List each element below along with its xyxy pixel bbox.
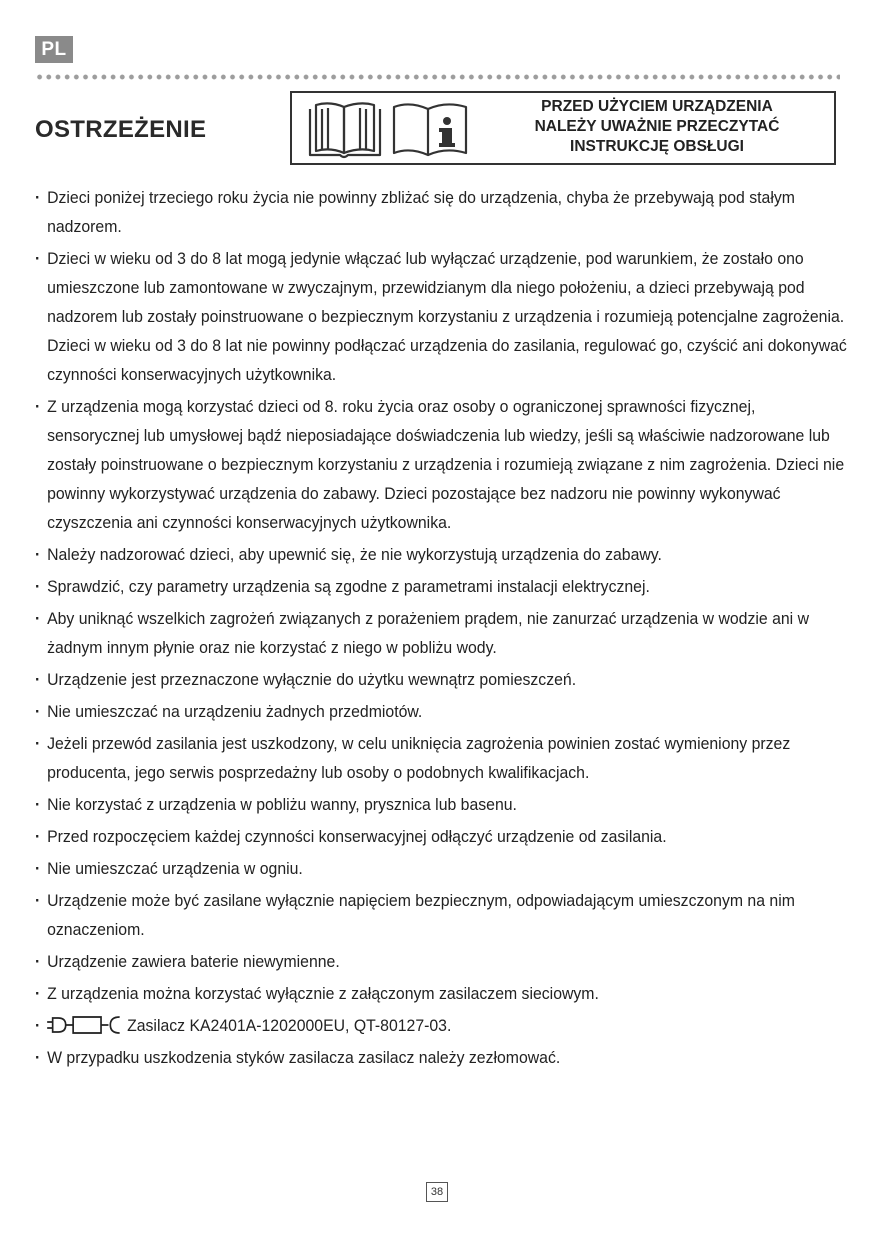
list-item: · Urządzenie może być zasilane wyłącznie napięciem bezpiecznym, odpowiadającym umieszczonym na nim oznaczeniom. (35, 886, 847, 944)
list-item: · Nie korzystać z urządzenia w pobliżu wanny, prysznica lub basenu. (35, 790, 847, 819)
list-item: · Dzieci poniżej trzeciego roku życia nie powinny zbliżać się do urządzenia, chyba że przebywają pod stałym nadzorem. (35, 183, 847, 241)
list-item: · Sprawdzić, czy parametry urządzenia są zgodne z parametrami instalacji elektrycznej. (35, 572, 847, 601)
list-item: · Urządzenie zawiera baterie niewymienne. (35, 947, 847, 976)
notice-text (487, 97, 827, 157)
list-item: · Jeżeli przewód zasilania jest uszkodzony, w celu uniknięcia zagrożenia powinien zostać wymieniony przez producenta, jego serwis posprzedażny lub osoby o podobnych kwalifikacjach. (35, 729, 847, 787)
list-item: · W przypadku uszkodzenia styków zasilacza zasilacz należy zezłomować. (35, 1043, 847, 1072)
language-badge: PL (35, 36, 73, 63)
info-manual-icon (390, 97, 470, 161)
list-item: · Należy nadzorować dzieci, aby upewnić się, że nie wykorzystują urządzenia do zabawy. (35, 540, 847, 569)
dotted-divider (35, 74, 840, 80)
list-item: · Z urządzenia mogą korzystać dzieci od 8. roku życia oraz osoby o ograniczonej sprawności fizycznej, sensorycznej lub umysłowej bądź nieposiadające doświadczenia lub wiedzy, jeśli są właściwie nadzorowane lub zostały poinstruowane o bezpiecznym korzystaniu z urządzenia i rozumieją związane z nim zagrożenia. Dzieci nie powinny wykorzystywać urządzenia do zabawy. Dzieci pozostające bez nadzoru nie powinny wykonywać czyszczenia ani czynności konserwacyjnych użytkownika. (35, 392, 847, 537)
power-adapter-icon (47, 1015, 123, 1035)
read-manual-notice (290, 91, 836, 165)
page-title: OSTRZEŻENIE (35, 116, 207, 143)
list-item: · Przed rozpoczęciem każdej czynności konserwacyjnej odłączyć urządzenie od zasilania. (35, 822, 847, 851)
notice-line: INSTRUKCJĘ OBSŁUGI (570, 138, 744, 155)
notice-line: NALEŻY UWAŻNIE PRZECZYTAĆ (534, 118, 780, 135)
list-item: · Aby uniknąć wszelkich zagrożeń związanych z porażeniem prądem, nie zanurzać urządzenia w wodzie ani w żadnym innym płynie oraz nie korzystać z niego w pobliżu wody. (35, 604, 847, 662)
list-item: · Z urządzenia można korzystać wyłącznie z załączonym zasilaczem sieciowym. (35, 979, 847, 1008)
list-item: · Nie umieszczać na urządzeniu żadnych przedmiotów. (35, 697, 847, 726)
list-item: · Urządzenie jest przeznaczone wyłącznie do użytku wewnątrz pomieszczeń. (35, 665, 847, 694)
page-number: 38 (426, 1182, 448, 1202)
adapter-model-text: Zasilacz KA2401A-1202000EU, QT-80127-03. (127, 1016, 452, 1035)
list-item: · Nie umieszczać urządzenia w ogniu. (35, 854, 847, 883)
list-item: · Dzieci w wieku od 3 do 8 lat mogą jedynie włączać lub wyłączać urządzenie, pod warunkiem, że zostało ono umieszczone lub zamontowane w zwyczajnym, przewidzianym dla niego położeniu, a dzieci przebywają pod nadzorem lub zostały poinstruowane o bezpiecznym korzystaniu z urządzenia i rozumieją potencjalne zagrożenia. Dzieci w wieku od 3 do 8 lat nie powinny podłączać urządzenia do zasilania, regulować go, czyścić ani dokonywać czynności konserwacyjnych użytkownika. (35, 244, 847, 389)
notice-line: PRZED UŻYCIEM URZĄDZENIA (541, 98, 773, 115)
list-item-adapter (35, 1011, 847, 1040)
warning-list (35, 183, 847, 1075)
